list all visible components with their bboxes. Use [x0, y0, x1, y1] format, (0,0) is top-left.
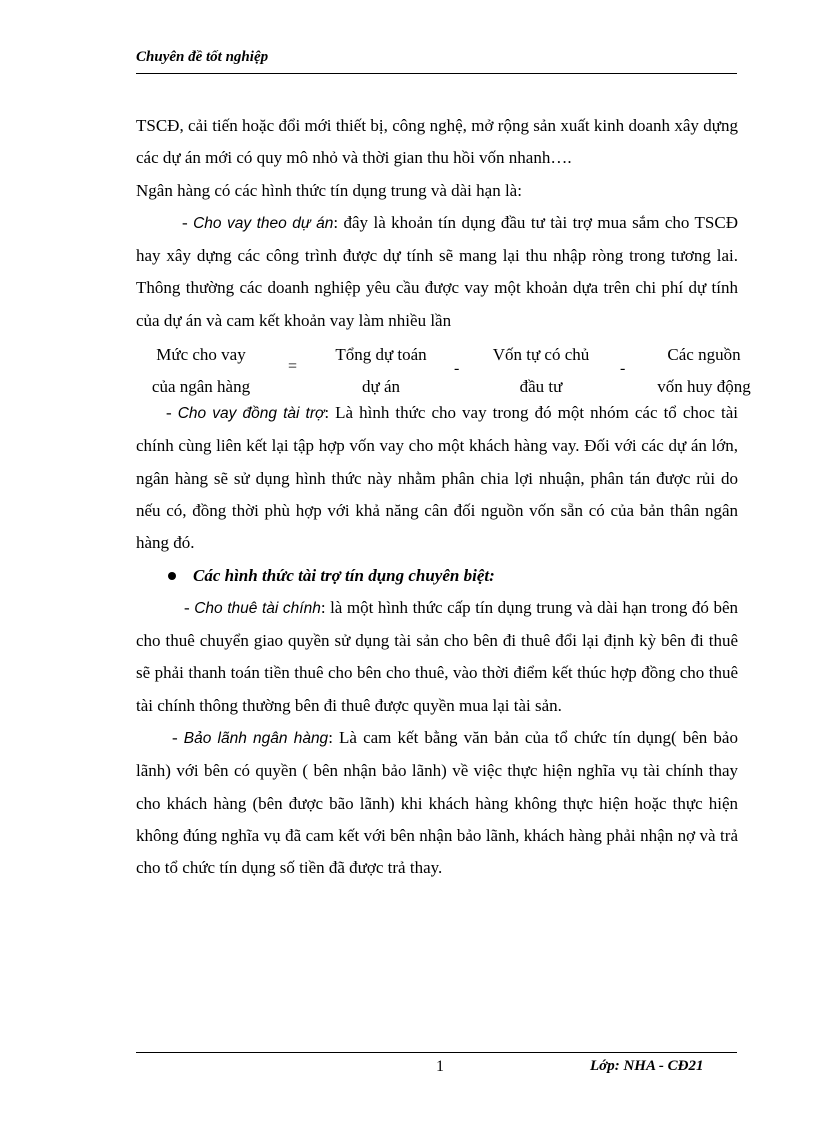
term-bank-guarantee: Bảo lãnh ngân hàng — [183, 730, 329, 748]
paragraph-project-loan: - Cho vay theo dự án: đây là khoản tín dụng đầu tư tài trợ mua sắm cho TSCĐ hay xây dựng các công trình được dự tính sẽ mang lại thu nhập ròng trong tương lai. Thông thường các doanh nghiệp yêu cầu được vay một khoản dựa trên chi phí dự tính của dự án và cam kết khoản vay làm nhiều lần — [136, 212, 738, 330]
formula-minus-1: - — [454, 360, 460, 378]
paragraph-co-financing: - Cho vay đồng tài trợ: Là hình thức cho vay trong đó một nhóm các tổ choc tài chính cùng liên kết lại tập hợp vốn vay cho một khách hàng vay. Đối với các dự án lớn, ngân hàng sẽ sử dụng hình thức này nhằm phân chia lợi nhuận, phân tán được rủi do nếu có, đồng thời phù hợp với khả năng cân đối nguồn vốn sẵn có của bản thân ngân hàng đó. — [136, 403, 738, 553]
page-number: 1 — [436, 1058, 444, 1075]
paragraph-bank-guarantee: - Bảo lãnh ngân hàng: Là cam kết bằng văn bản của tổ chức tín dụng( bên bảo lãnh) với bên có quyền ( bên nhận bảo lãnh) về việc thực hiện nghĩa vụ tài chính thay cho khách hàng (bên được bão lãnh) khi khách hàng không thực hiện hoặc thực hiện không đúng nghĩa vụ đã cam kết với bên nhận bảo lãnh, khách hàng phải nhận nợ và trả cho tổ chức tín dụng số tiền đã được trả thay. — [136, 728, 738, 878]
formula-term-total-estimate: Tổng dự toán dự án — [335, 345, 427, 397]
loan-formula — [136, 339, 751, 405]
bullet-specialized-financing: Các hình thức tài trợ tín dụng chuyên biệt: — [136, 560, 738, 592]
formula-minus-2: - — [620, 360, 626, 378]
paragraph-credit-forms: Ngân hàng có các hình thức tín dụng trung và dài hạn là: — [136, 180, 522, 200]
paragraph-financial-leasing: - Cho thuê tài chính: là một hình thức cấp tín dụng trung và dài hạn trong đó bên cho thuê chuyển giao quyền sử dụng tài sản cho bên đi thuê đổi lại định kỳ bên đi thuê sẽ phải thanh toán tiền thuê cho bên cho thuê, vào thời điểm kết thúc hợp đồng cho thuê tài chính thông thường bên đi thuê được quyền mua lại tài sản. — [136, 597, 738, 715]
term-co-financing: Cho vay đồng tài trợ — [177, 405, 325, 423]
formula-term-loan-amount: Mức cho vay của ngân hàng — [151, 345, 251, 397]
formula-term-mobilized-capital: Các nguồn vốn huy động — [657, 345, 751, 397]
header-divider — [136, 73, 737, 74]
footer-class-label: Lớp: NHA - CĐ21 — [590, 1058, 704, 1074]
term-financial-leasing: Cho thuê tài chính — [194, 599, 321, 617]
bullet-icon — [168, 572, 176, 580]
formula-equals: = — [288, 358, 298, 376]
paragraph-intro-continued: TSCĐ, cải tiến hoặc đổi mới thiết bị, công nghệ, mở rộng sản xuất kinh doanh xây dựng các dự án mới có quy mô nhỏ và thời gian thu hồi vốn nhanh…. — [136, 116, 738, 168]
header-title: Chuyên đề tốt nghiệp — [136, 49, 269, 65]
term-project-loan: Cho vay theo dự án — [193, 214, 334, 232]
document-body — [136, 110, 751, 885]
formula-term-own-capital: Vốn tự có chủ đầu tư — [492, 345, 590, 397]
footer-divider — [136, 1052, 737, 1053]
